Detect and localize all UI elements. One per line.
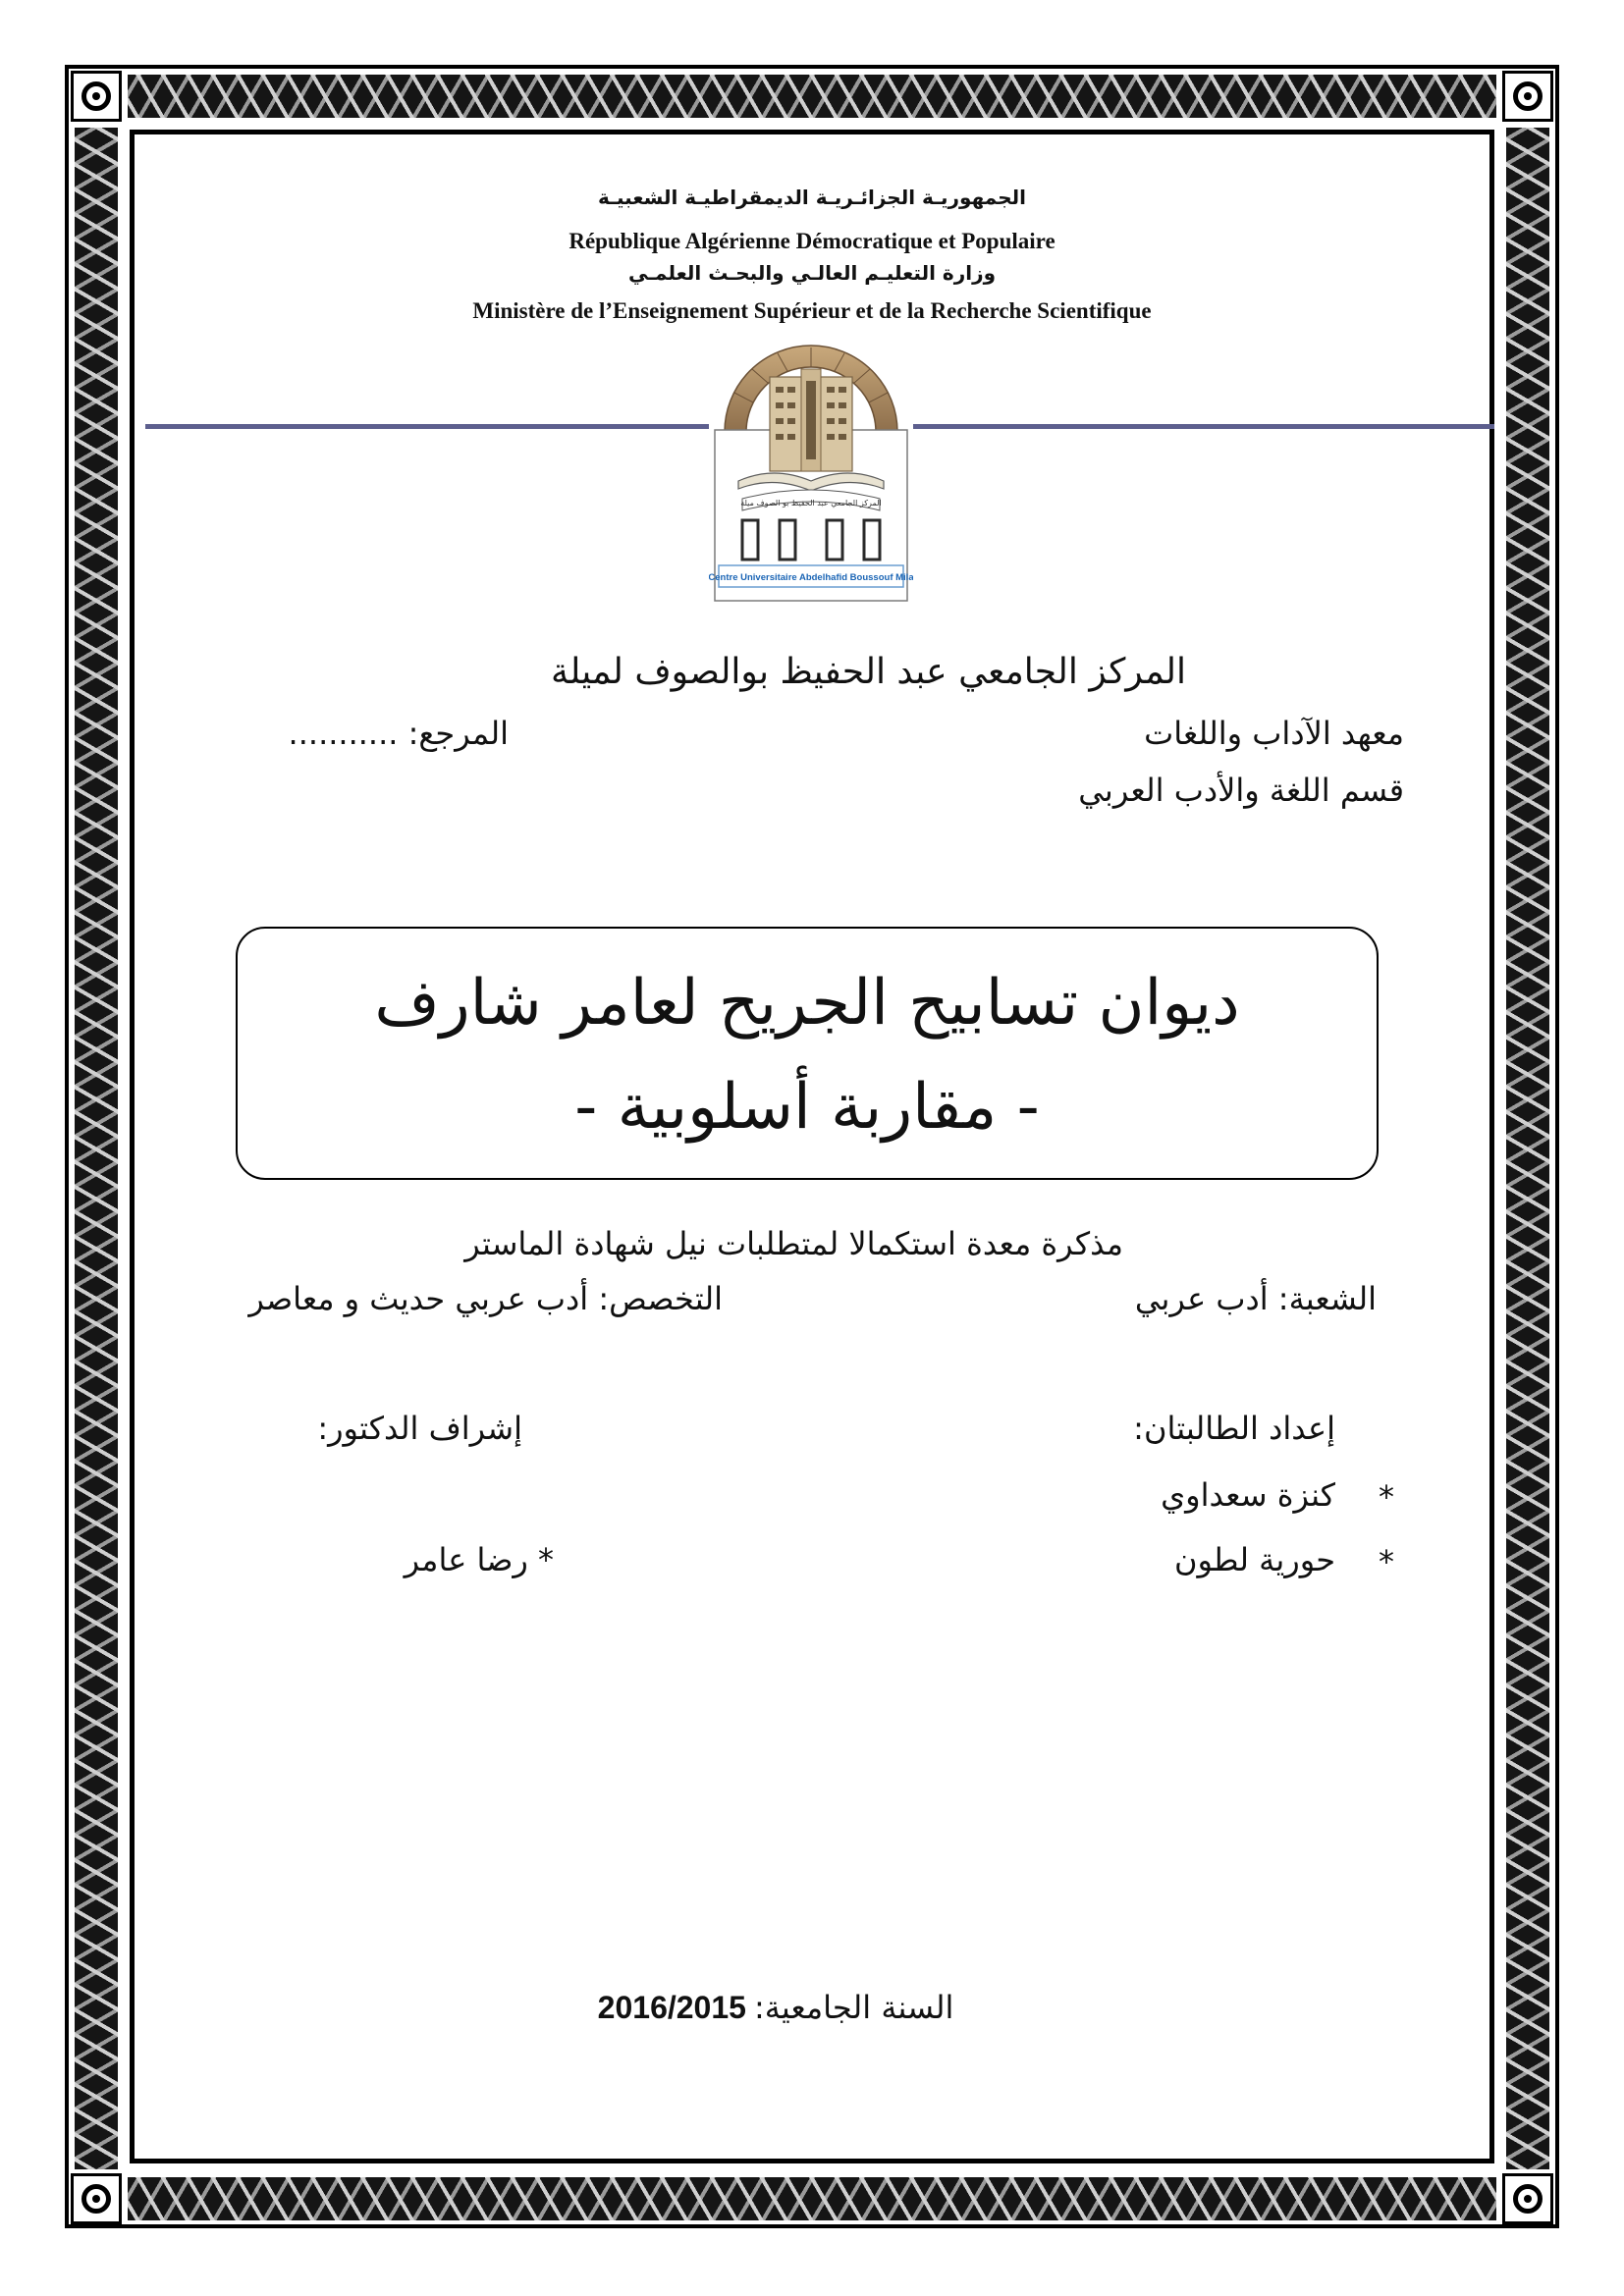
bottom-braid-border (128, 2177, 1496, 2220)
center-name: المركز الجامعي عبد الحفيظ بوالصوف لميلة (551, 652, 1186, 692)
student-name: حورية لطون (1173, 1541, 1335, 1578)
institute-name: معهد الآداب واللغات (1144, 715, 1404, 752)
republic-name-arabic: الجمهوريـة الجزائـريـة الديمقراطيـة الشعبيـة (598, 186, 1026, 209)
thesis-title: ديوان تسابيح الجريح لعامر شارف (374, 967, 1240, 1040)
bullet-star: * (1379, 1478, 1394, 1516)
corner-ornament-icon (71, 2173, 122, 2224)
logo-caption: Centre Universitaire Abdelhafid Boussouf Mila (709, 572, 913, 583)
corner-ornament-icon (1502, 71, 1553, 122)
ministry-name-french: Ministère de l’Enseignement Supérieur et de la Recherche Scientifique (472, 298, 1152, 323)
academic-year-label: السنة الجامعية: (753, 1989, 954, 2026)
reference-number: المرجع: ........... (288, 715, 509, 752)
thesis-subtitle: - مقاربة أسلوبية - (574, 1071, 1040, 1144)
corner-ornament-icon (71, 71, 122, 122)
right-braid-border (1506, 128, 1549, 2169)
corner-ornament-icon (1502, 2173, 1553, 2224)
republic-name-french: République Algérienne Démocratique et Populaire (568, 229, 1056, 253)
university-logo (709, 336, 913, 603)
thesis-purpose: مذكرة معدة استكمالا لمتطلبات نيل شهادة الماستر (464, 1225, 1123, 1262)
supervisor-name: * رضا عامر (404, 1541, 554, 1578)
students-label: إعداد الطالبتان: (1133, 1410, 1335, 1447)
academic-year-value: 2016/2015 (597, 1989, 746, 2025)
supervisor-label: إشراف الدكتور: (317, 1410, 522, 1447)
specialty-label: التخصص: أدب عربي حديث و معاصر (248, 1280, 723, 1317)
left-braid-border (75, 128, 118, 2169)
student-name: كنزة سعداوي (1161, 1476, 1335, 1514)
academic-year (550, 1985, 1001, 2030)
logo-arc-text: المركز الجامعي عبد الحفيظ بو الصوف ميلة (740, 499, 882, 507)
bullet-star: * (1379, 1543, 1394, 1580)
branch-label: الشعبة: أدب عربي (1134, 1280, 1377, 1317)
top-braid-border (128, 75, 1496, 118)
ministry-name-arabic: وزارة التعليـم العالـي والبحـث العلمـي (627, 261, 997, 285)
department-name: قسم اللغة والأدب العربي (1078, 772, 1404, 809)
